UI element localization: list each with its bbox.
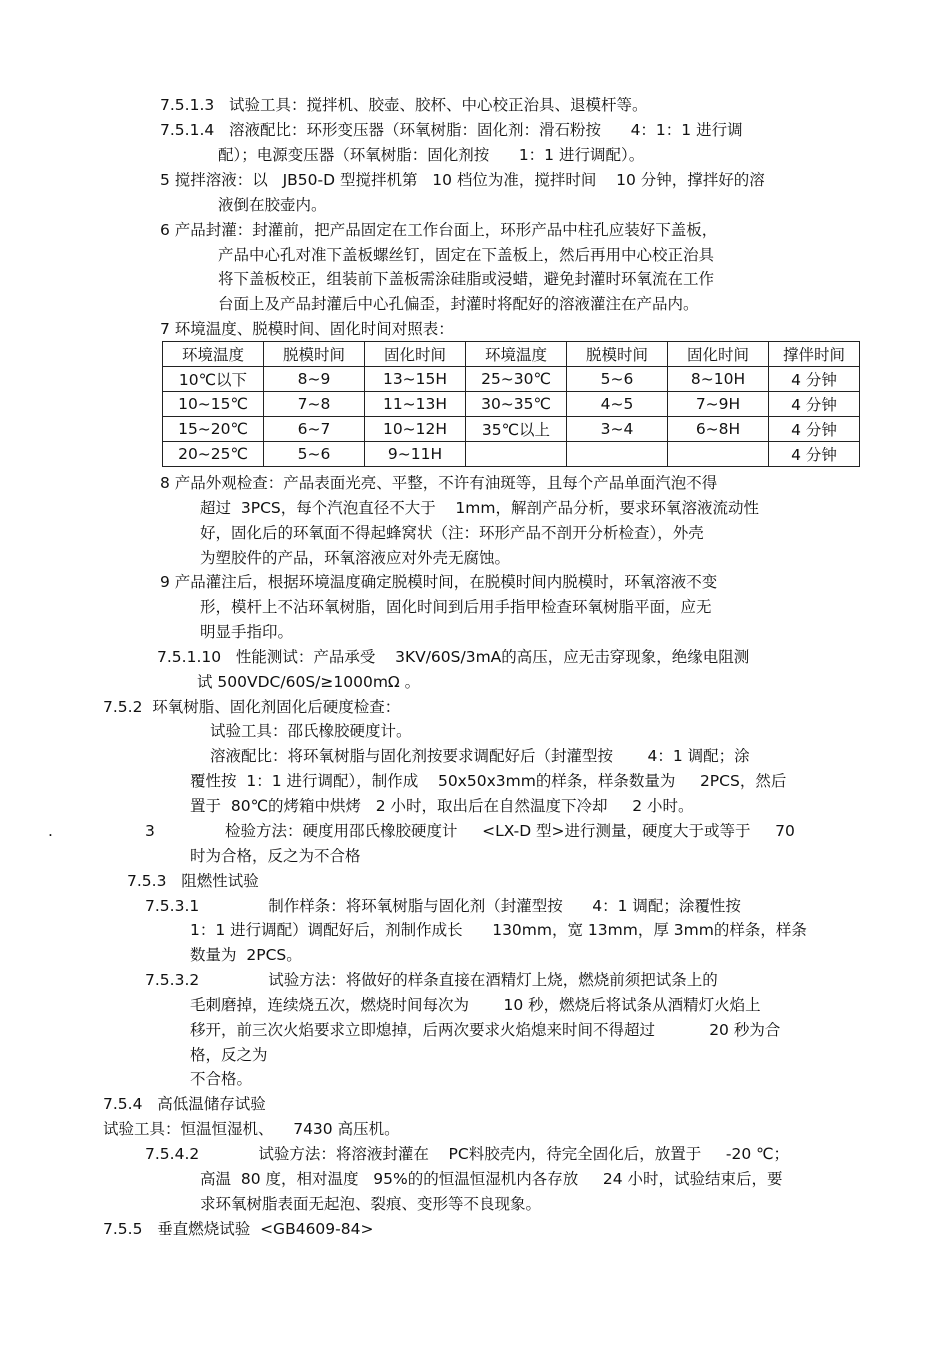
- table-cell: 35℃以上: [466, 417, 567, 442]
- line-step-9-cont-2: 明显手指印。: [200, 623, 294, 641]
- line-7-5-1-10: 7.5.1.10 性能测试：产品承受 3KV/60S/3mA的高压，应无击穿现象，绝缘电阻测: [157, 648, 750, 666]
- table-cell: 7~9H: [668, 392, 769, 417]
- table-header-cell: 脱模时间: [264, 342, 365, 367]
- table-cell: 20~25℃: [163, 442, 264, 467]
- table-header-cell: 固化时间: [365, 342, 466, 367]
- table-cell: 11~13H: [365, 392, 466, 417]
- line-step-6: 6 产品封灌：封灌前，把产品固定在工作台面上，环形产品中柱孔应装好下盖板，: [160, 221, 718, 239]
- line-7-5-3-2-cont-2: 移开，前三次火焰要求立即熄掉，后两次要求火焰熄来时间不得超过 20 秒为合: [190, 1021, 781, 1039]
- line-7-5-3-2-cont-1: 毛刺磨掉，连续烧五次，燃烧时间每次为 10 秒，燃烧后将试条从酒精灯火焰上: [190, 996, 761, 1014]
- table-cell: [567, 442, 668, 467]
- line-7-5-1-10-cont: 试 500VDC/60S/≥1000mΩ 。: [197, 673, 421, 691]
- line-step-8: 8 产品外观检查：产品表面光亮、平整，不许有油斑等，且每个产品单面汽泡不得: [160, 474, 718, 492]
- table-header-cell: 脱模时间: [567, 342, 668, 367]
- table-row: [163, 442, 860, 467]
- line-7-5-1-4-cont: 配）；电源变压器（环氧树脂：固化剂按 1：1 进行调配）。: [218, 146, 645, 164]
- table-cell: 6~7: [264, 417, 365, 442]
- table-cell: 10~15℃: [163, 392, 264, 417]
- line-7-5-2-ratio: 溶液配比：将环氧树脂与固化剂按要求调配好后（封灌型按 4：1 调配；涂: [210, 747, 750, 765]
- line-7-5-3-2-cont-4: 不合格。: [190, 1070, 253, 1088]
- line-7-5-2-3-number: 3: [145, 822, 155, 840]
- table-cell: 9~11H: [365, 442, 466, 467]
- table-cell: 5~6: [264, 442, 365, 467]
- table-cell: 7~8: [264, 392, 365, 417]
- line-step-8-cont-3: 为塑胶件的产品，环氧溶液应对外壳无腐蚀。: [200, 549, 511, 567]
- line-step-6-cont-2: 将下盖板校正，组装前下盖板需涂硅脂或浸蜡，避免封灌时环氧流在工作: [218, 270, 715, 288]
- line-step-7: 7 环境温度、脱模时间、固化时间对照表：: [160, 320, 454, 338]
- table-header-cell: 环境温度: [163, 342, 264, 367]
- line-7-5-4-2: 7.5.4.2 试验方法：将溶液封灌在 PC料胶壳内，待完全固化后，放置于 -20 ℃；: [145, 1145, 790, 1163]
- line-7-5-3-1-cont-1: 1：1 进行调配）调配好后，剂制作成长 130mm，宽 13mm，厚 3mm的样条，样条: [190, 921, 807, 939]
- line-7-5-2-ratio-cont-1: 覆性按 1：1 进行调配），制作成 50x50x3mm的样条，样条数量为 2PCS，然后: [190, 772, 787, 790]
- table-header-cell: 环境温度: [466, 342, 567, 367]
- table-cell: 25~30℃: [466, 367, 567, 392]
- line-7-5-3-2: 7.5.3.2 试验方法：将做好的样条直接在酒精灯上烧，燃烧前须把试条上的: [145, 971, 718, 989]
- table-cell: 6~8H: [668, 417, 769, 442]
- line-step-8-cont-2: 好，固化后的环氧面不得起蜂窝状（注：环形产品不剖开分析检查），外壳: [200, 524, 704, 542]
- heading-7-5-2: 7.5.2 环氧树脂、固化剂固化后硬度检查：: [103, 698, 401, 716]
- heading-7-5-3: 7.5.3 阻燃性试验: [127, 872, 259, 890]
- table-cell: 13~15H: [365, 367, 466, 392]
- table-row: [163, 367, 860, 392]
- line-step-6-cont-1: 产品中心孔对准下盖板螺丝钉，固定在下盖板上，然后再用中心校正治具: [218, 246, 715, 264]
- line-step-9-cont-1: 形，模杆上不沾环氧树脂，固化时间到后用手指甲检查环氧树脂平面，应无: [200, 598, 712, 616]
- table-cell: 15~20℃: [163, 417, 264, 442]
- heading-7-5-4: 7.5.4 高低温储存试验: [103, 1095, 266, 1113]
- heading-7-5-5: 7.5.5 垂直燃烧试验 <GB4609-84>: [103, 1220, 374, 1238]
- table-cell: 10~12H: [365, 417, 466, 442]
- stray-dot: .: [48, 822, 53, 840]
- line-7-5-4-tools: 试验工具：恒温恒湿机、 7430 高压机。: [103, 1120, 400, 1138]
- line-7-5-1-4: 7.5.1.4 溶液配比：环形变压器（环氧树脂：固化剂：滑石粉按 4：1：1 进行调: [160, 121, 743, 139]
- table-row: [163, 417, 860, 442]
- line-7-5-1-3: 7.5.1.3 试验工具：搅拌机、胶壶、胶杯、中心校正治具、退模杆等。: [160, 96, 648, 114]
- table-header-row: [163, 342, 860, 367]
- table-cell: 4 分钟: [769, 367, 860, 392]
- table-cell: 3~4: [567, 417, 668, 442]
- table-header-cell: 固化时间: [668, 342, 769, 367]
- table-cell: [668, 442, 769, 467]
- table-cell: 30~35℃: [466, 392, 567, 417]
- line-7-5-3-2-cont-3: 格，反之为: [190, 1046, 268, 1064]
- table-cell: 8~10H: [668, 367, 769, 392]
- table-row: [163, 392, 860, 417]
- temperature-time-table: [162, 341, 860, 467]
- table-cell: 4 分钟: [769, 417, 860, 442]
- line-7-5-4-2-cont-2: 求环氧树脂表面无起泡、裂痕、变形等不良现象。: [200, 1195, 542, 1213]
- line-step-8-cont-1: 超过 3PCS，每个汽泡直径不大于 1mm，解剖产品分析，要求环氧溶液流动性: [200, 499, 759, 517]
- line-step-6-cont-3: 台面上及产品封灌后中心孔偏歪，封灌时将配好的溶液灌注在产品内。: [218, 295, 699, 313]
- line-7-5-2-ratio-cont-2: 置于 80℃的烤箱中烘烤 2 小时，取出后在自然温度下冷却 2 小时。: [190, 797, 694, 815]
- table-header-cell: 撑伴时间: [769, 342, 860, 367]
- line-7-5-2-tools: 试验工具：邵氏橡胶硬度计。: [210, 722, 412, 740]
- line-7-5-2-3-method: 检验方法：硬度用邵氏橡胶硬度计 <LX-D 型>进行测量，硬度大于或等于 70: [225, 822, 795, 840]
- line-step-5: 5 搅拌溶液：以 JB50-D 型搅拌机第 10 档位为准，搅拌时间 10 分钟，撑拌好的溶: [160, 171, 765, 189]
- table-cell: 8~9: [264, 367, 365, 392]
- table-cell: 5~6: [567, 367, 668, 392]
- line-step-9: 9 产品灌注后，根据环境温度确定脱模时间，在脱模时间内脱模时，环氧溶液不变: [160, 573, 718, 591]
- table-cell: 4~5: [567, 392, 668, 417]
- table-cell: [466, 442, 567, 467]
- table-cell: 10℃以下: [163, 367, 264, 392]
- table-cell: 4 分钟: [769, 392, 860, 417]
- line-7-5-2-3-cont: 时为合格，反之为不合格: [190, 847, 361, 865]
- line-7-5-3-1-cont-2: 数量为 2PCS。: [190, 946, 302, 964]
- line-7-5-3-1: 7.5.3.1 制作样条：将环氧树脂与固化剂（封灌型按 4：1 调配；涂覆性按: [145, 897, 741, 915]
- table-cell: 4 分钟: [769, 442, 860, 467]
- line-step-5-cont: 液倒在胶壶内。: [218, 196, 327, 214]
- line-7-5-4-2-cont-1: 高温 80 度，相对温度 95%的的恒温恒湿机内各存放 24 小时，试验结束后，要: [200, 1170, 783, 1188]
